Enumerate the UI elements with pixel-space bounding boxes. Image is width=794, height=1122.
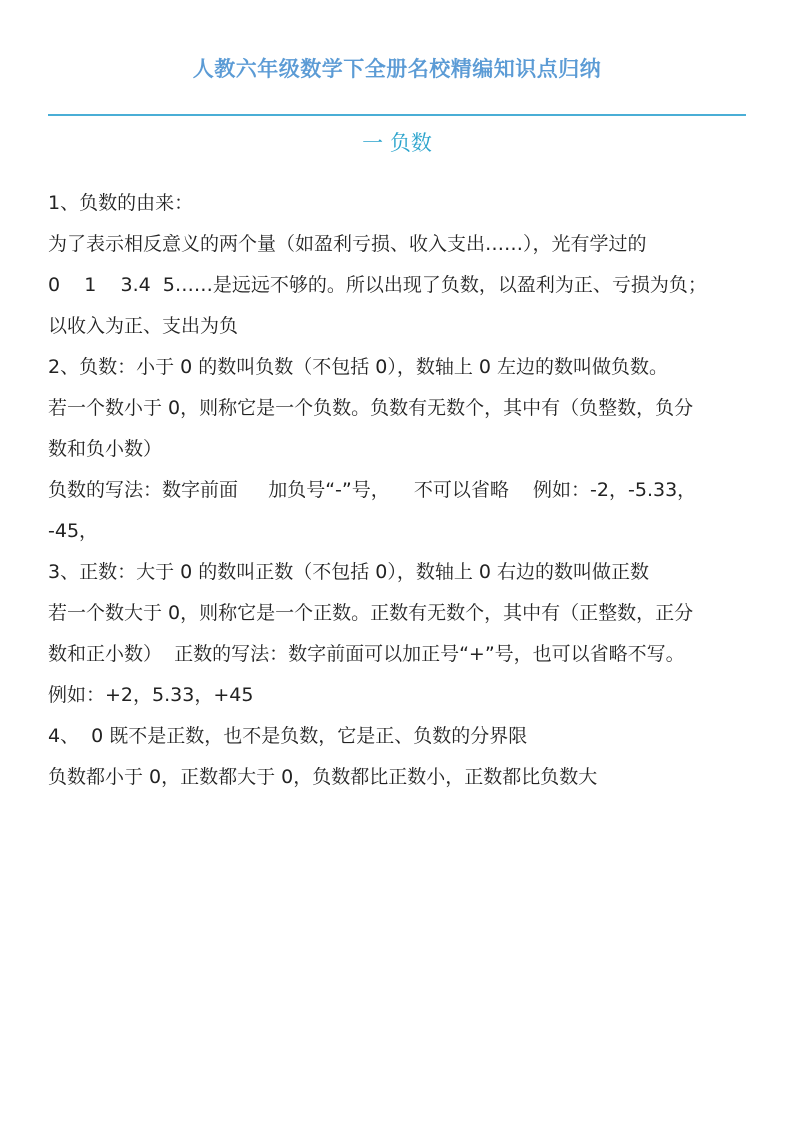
section-heading: 一 负数 xyxy=(362,131,432,155)
text-line: 例如：+2，5.33，+45 xyxy=(48,684,254,706)
text-line: 负数的写法：数字前面 加负号“-”号， 不可以省略 例如：-2，-5.33， xyxy=(48,479,697,501)
text-line: 负数都小于 0，正数都大于 0，负数都比正数小，正数都比负数大 xyxy=(48,766,598,788)
text-line: 若一个数大于 0，则称它是一个正数。正数有无数个，其中有（正整数，正分 xyxy=(48,602,694,624)
text-line: 4、 0 既不是正数，也不是负数，它是正、负数的分界限 xyxy=(48,725,528,747)
body-text xyxy=(48,183,748,798)
text-line: 数和负小数） xyxy=(48,438,163,460)
text-line: 为了表示相反意义的两个量（如盈利亏损、收入支出……），光有学过的 xyxy=(48,233,647,255)
text-line: 2、负数：小于 0 的数叫负数（不包括 0），数轴上 0 左边的数叫做负数。 xyxy=(48,356,669,378)
text-line: 1、负数的由来： xyxy=(48,192,194,214)
text-line: 以收入为正、支出为负 xyxy=(48,315,239,337)
text-line: 若一个数小于 0，则称它是一个负数。负数有无数个，其中有（负整数，负分 xyxy=(48,397,694,419)
text-line: 0 1 3.4 5……是远远不够的。所以出现了负数，以盈利为正、亏损为负； xyxy=(48,274,707,296)
text-line: -45， xyxy=(48,520,99,542)
title-divider xyxy=(48,114,746,116)
text-line: 数和正小数） 正数的写法：数字前面可以加正号“+”号，也可以省略不写。 xyxy=(48,643,685,665)
page-title: 人教六年级数学下全册名校精编知识点归纳 xyxy=(192,57,602,81)
text-line: 3、正数：大于 0 的数叫正数（不包括 0），数轴上 0 右边的数叫做正数 xyxy=(48,561,650,583)
